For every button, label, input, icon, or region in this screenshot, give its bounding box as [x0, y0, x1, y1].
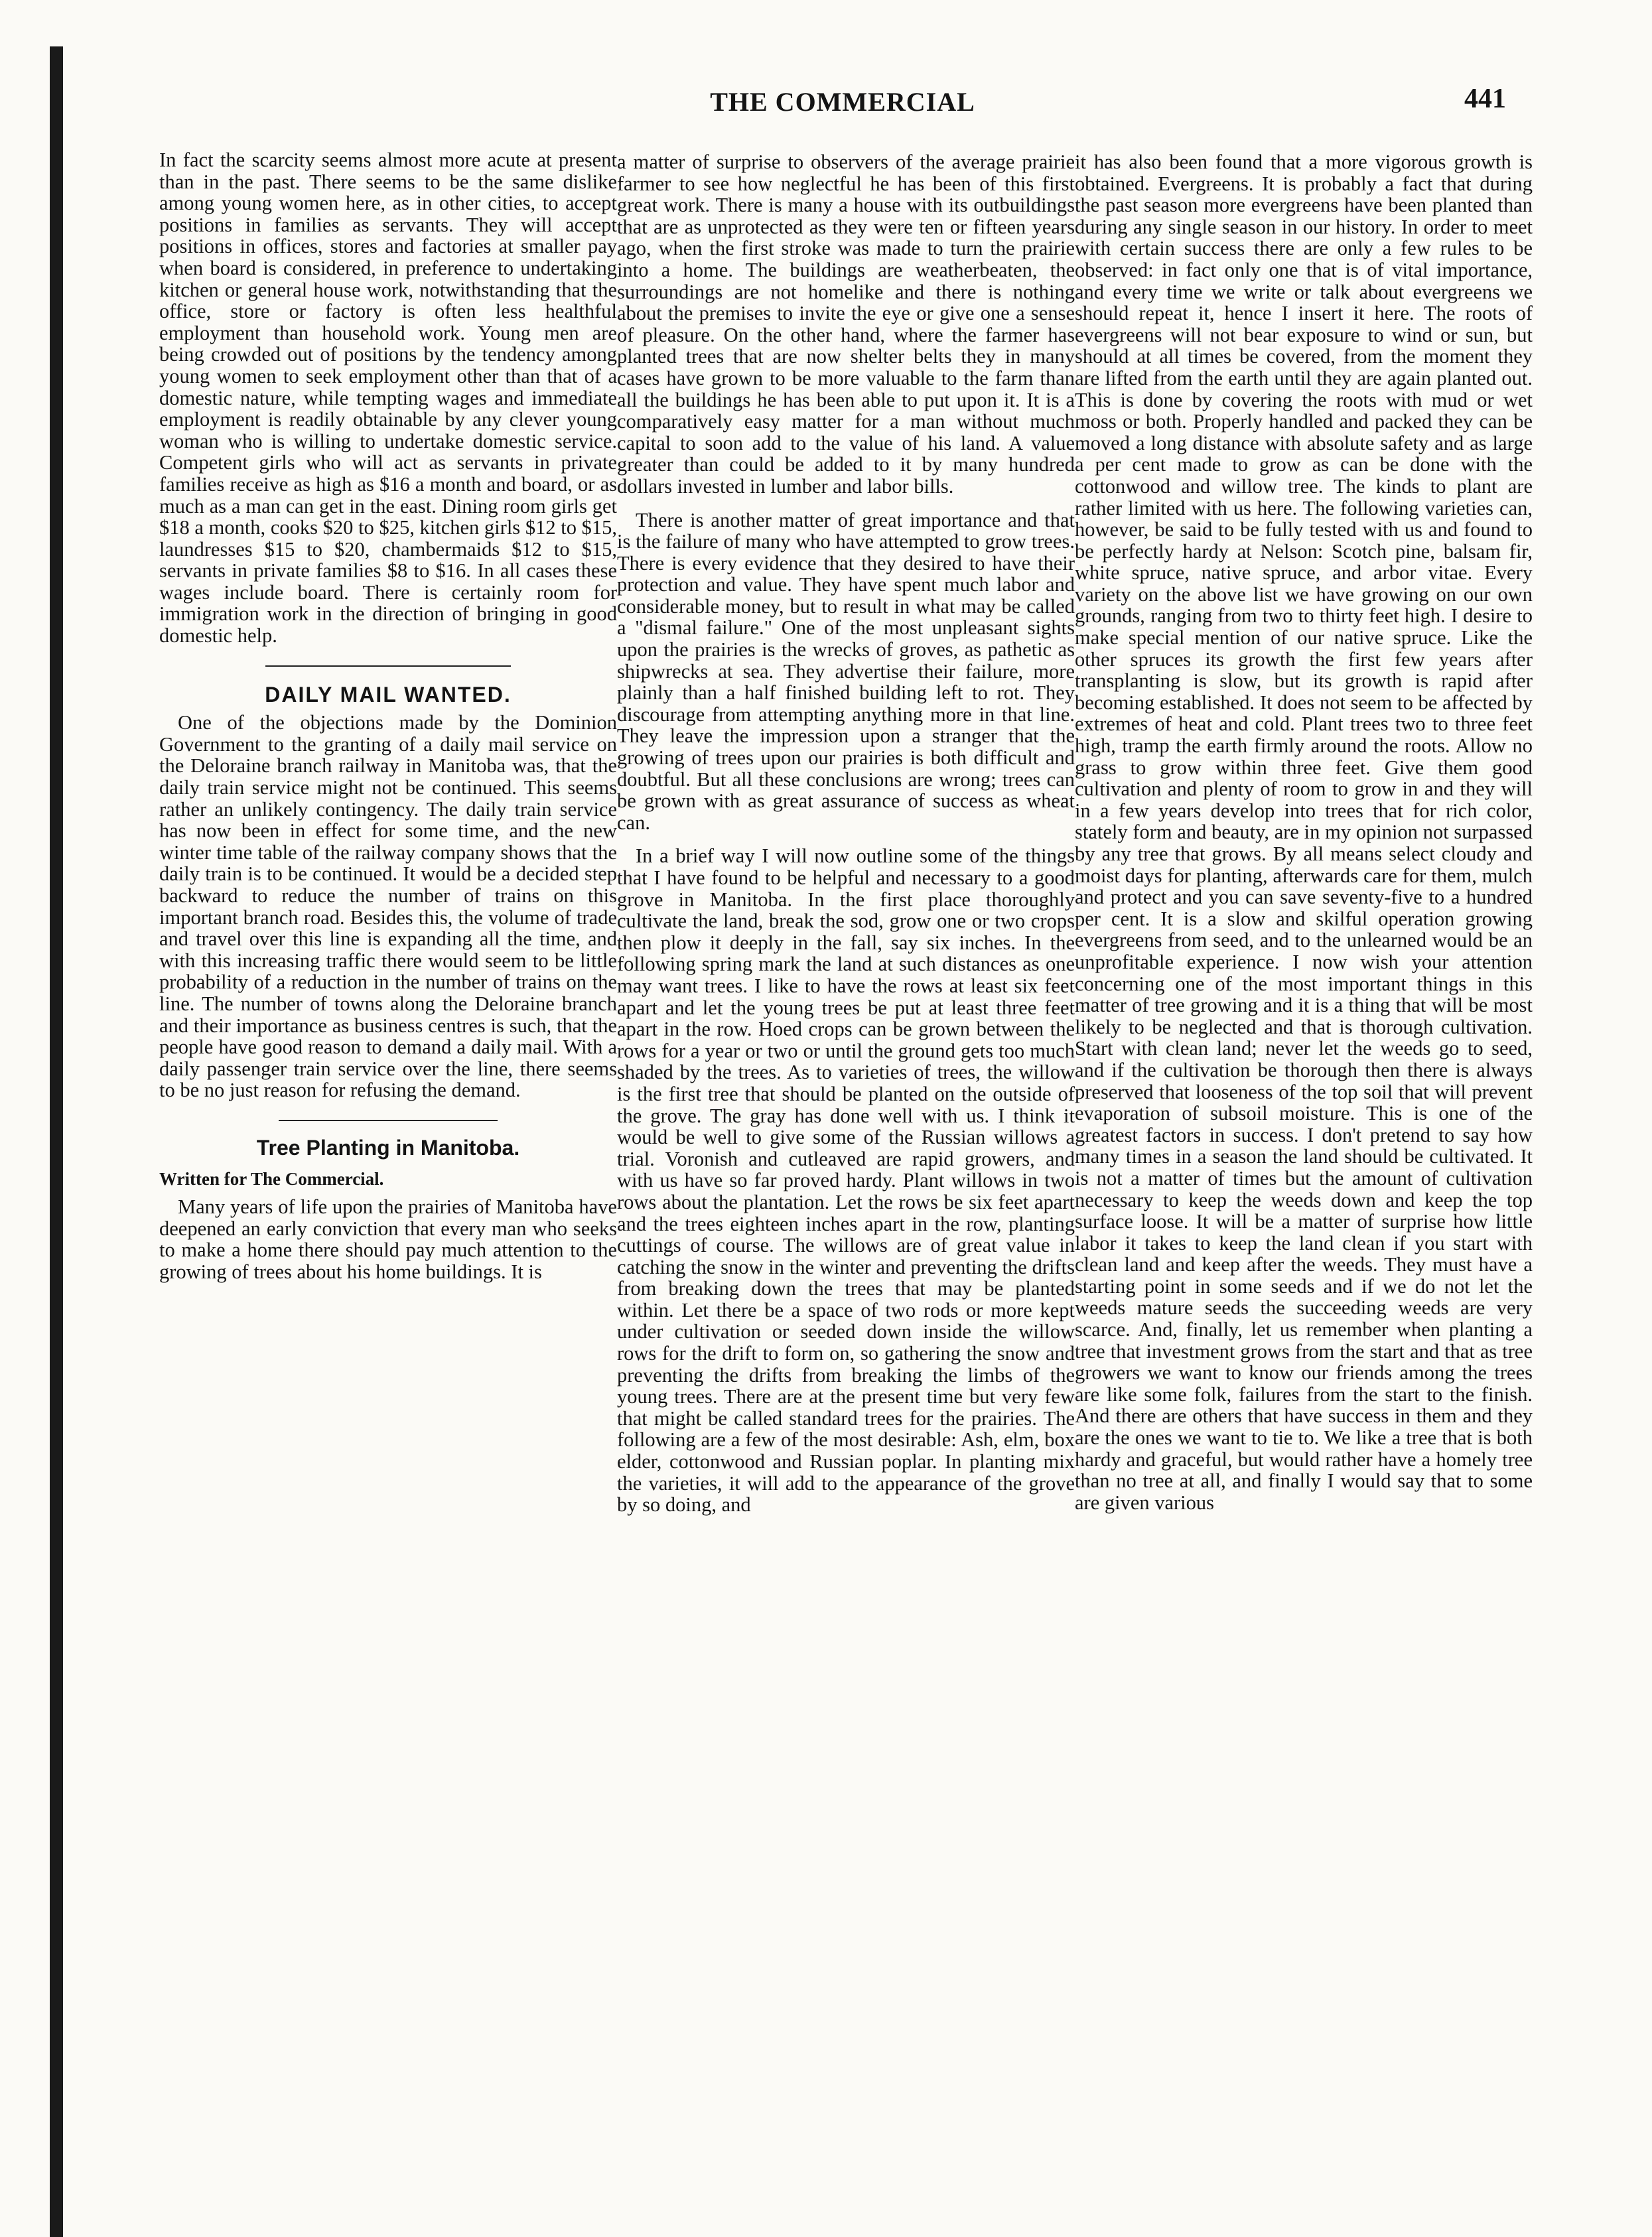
column-middle	[617, 151, 1075, 1516]
heading-daily-mail: DAILY MAIL WANTED.	[265, 682, 512, 707]
article-paragraph-failure: There is another matter of great importance and that is the failure of many who have attempted to grow trees. There is every evidence that they desired to have their protection and value. They have spent much labor and considerable money, but to result in what may be called a "dismal failure." One of the most unpleasant sights upon the prairies is the wrecks of groves, as pathetic as shipwrecks at sea. They advertise their failure, more plainly than a half finished building left to rot. They discourage from attempting anything more in that line. They leave the impression upon a stranger that the growing of trees upon our prairies is both difficult and doubtful. But all these conclusions are wrong; trees can be grown with as great assurance of success as wheat can.	[617, 508, 1075, 834]
article-paragraph-daily-mail: One of the objections made by the Dominion Government to the granting of a daily mail service on the Deloraine branch railway in Manitoba was, that the daily train service might not be continued. This seems rather an unlikely contingency. The daily train service has now been in effect for some time, and the new winter time table of the railway company shows that the daily train is to be continued. It would be a decided step backward to reduce the number of trains on this important branch road. Besides this, the volume of trade and travel over this line is expanding all the time, and with this increasing traffic there would seem to be little probability of a reduction in the number of trains on the line. The number of towns along the Deloraine branch and their importance as business centres is such, that the people have good reason to demand a daily mail. With a daily passenger train service over the line, there seems to be no just reason for refusing the demand.	[159, 711, 617, 1102]
scan-edge-bar	[50, 46, 63, 2237]
section-divider	[265, 665, 511, 667]
heading-tree-planting: Tree Planting in Manitoba.	[256, 1135, 520, 1160]
byline: Written for The Commercial.	[159, 1168, 384, 1189]
section-divider	[279, 1120, 498, 1121]
column-left	[159, 149, 617, 1283]
article-paragraph-evergreens: it has also been found that a more vigorous growth is obtained. Evergreens. It is probably a fact that during the past season more evergreens have been planted than during any single season in our history. In order to meet with certain success there are only a few rules to be observed: in fact only one that is of vital importance, and every time we write or talk about evergreens we should repeat it, hence I insert it here. The roots of evergreens will not bear exposure to wind or sun, but should at all times be covered, from the moment they are lifted from the earth until they are again planted out. This is done by covering the roots with mud or wet moss or both. Properly handled and packed they can be moved a long distance with absolute safety and as large a per cent made to grow as can be done with the cottonwood and willow tree. The kinds to plant are rather limited with us here. The following varieties can, however, be said to be fully tested with us and found to be perfectly hardy at Nelson: Scotch pine, balsam fir, white spruce, native spruce, and arbor vitae. Every variety on the above list we have growing on our own grounds, ranging from two to thirty feet high. I desire to make special mention of our native spruce. Like the other spruces its growth the first few years after transplanting is slow, but its growth is rapid after becoming established. It does not seem to be affected by extremes of heat and cold. Plant trees two to three feet high, tramp the earth firmly around the roots. Allow no grass to grow within three feet. Give them good cultivation and plenty of room to grow in and they will in a few years develop into trees that for rich color, stately form and beauty, are in my opinion not surpassed by any tree that grows. By all means select cloudy and moist days for planting, afterwards care for them, mulch and protect and you can save seventy-five to a hundred per cent. It is a slow and skilful operation growing evergreens from seed, and to the unlearned would be an unprofitable experience. I now wish your attention concerning one of the most important things in this matter of tree growing and it is a thing that will be most likely to be neglected and that is thorough cultivation. Start with clean land; never let the weeds go to seed, and if the cultivation be thorough then there is always preserved that looseness of the top soil that will prevent evaporation of subsoil moisture. This is one of the greatest factors in success. I don't pretend to say how many times in a season the land should be cultivated. It is not a matter of times but the amount of cultivation necessary to keep the weeds down and keep the top surface loose. It will be a matter of surprise how little labor it takes to keep the land clean if you start with clean land and keep after the weeds. They must have a starting point in some seeds and if we do not let the weeds mature seeds the succeeding weeds are very scarce. And, finally, let us remember when planting a tree that investment grows from the start and that as tree growers we want to know our friends among the trees are like some folk, failures from the start to the finish. And there are others that have success in them and they are the ones we want to tie to. We like a tree that is both hardy and graceful, but would rather have a homely tree than no tree at all, and finally I would say that to some are given various	[1075, 151, 1533, 1514]
running-header-title: THE COMMERCIAL	[710, 87, 975, 117]
column-right	[1075, 151, 1533, 1513]
article-paragraph-domestic-help: In fact the scarcity seems almost more acute at present than in the past. There seems to be the same dislike among young women here, as in other cities, to accept positions in families as servants. They will accept positions in offices, stores and factories at smaller pay when board is considered, in preference to undertaking kitchen or general house work, notwithstanding that the office, store or factory is often less healthful employment than household work. Young men are being crowded out of positions by the tendency among young women to seek employment other than that of a domestic nature, while tempting wages and immediate employment is readily obtainable by any clever young woman who is willing to undertake domestic service. Competent girls who will act as servants in private families receive as high as $16 a month and board, or as much as a man can get in the east. Dining room girls get $18 a month, cooks $20 to $25, kitchen girls $12 to $15, laundresses $15 to $20, chambermaids $12 to $15, servants in private families $8 to $16. In all cases these wages include board. There is certainly room for immigration work in the direction of bringing in good domestic help.	[159, 149, 617, 647]
article-paragraph-neglect: a matter of surprise to observers of the average prairie farmer to see how neglectful he has been of this first great work. There is many a house with its outbuildings that are as unprotected as they were ten or fifteen years ago, when the first stroke was made to turn the prairie into a home. The buildings are weatherbeaten, the surroundings are not homelike and there is nothing about the premises to invite the eye or give one a sense of pleasure. On the other hand, where the farmer has planted trees that are now shelter belts they in many cases have grown to be more valuable to the farm than all the buildings he has been able to put upon it. It is a comparatively easy matter for a man without much capital to soon add to the value of his land. A value greater than could be added to it by many hundred dollars invested in lumber and labor bills.	[617, 151, 1075, 498]
page-number: 441	[1464, 84, 1506, 114]
article-paragraph-how-to-plant: In a brief way I will now outline some of the things that I have found to be helpful and necessary to a good grove in Manitoba. In the first place thoroughly cultivate the land, break the sod, grow one or two crops then plow it deeply in the fall, say six inches. In the following spring mark the land at such distances as one may want trees. I like to have the rows at least six feet apart and let the young trees be put at least three feet apart in the row. Hoed crops can be grown between the rows for a year or two or until the ground gets too much shaded by the trees. As to varieties of trees, the willow is the first tree that should be planted on the outside of the grove. The gray has done well with us. I think it would be well to give some of the Russian willows a trial. Voronish and cutleaved are rapid growers, and with us have so far proved hardy. Plant willows in two rows about the plantation. Let the rows be six feet apart and the trees eighteen inches apart in the row, planting cuttings of course. The willows are of great value in catching the snow in the winter and preventing the drifts from breaking down the trees that may be planted within. Let there be a space of two rods or more kept under cultivation or seeded down inside the willow rows for the drift to form on, so gathering the snow and preventing the drifts from breaking the limbs of the young trees. There are at the present time but very few that might be called standard trees for the prairies. The following are a few of the most desirable: Ash, elm, box elder, cottonwood and Russian poplar. In planting mix the varieties, it will add to the appearance of the grove by so doing, and	[617, 845, 1075, 1517]
article-paragraph-tree-planting-intro: Many years of life upon the prairies of Manitoba have deepened an early conviction that every man who seeks to make a home there should pay much attention to the growing of trees about his home buildings. It is	[159, 1195, 617, 1283]
